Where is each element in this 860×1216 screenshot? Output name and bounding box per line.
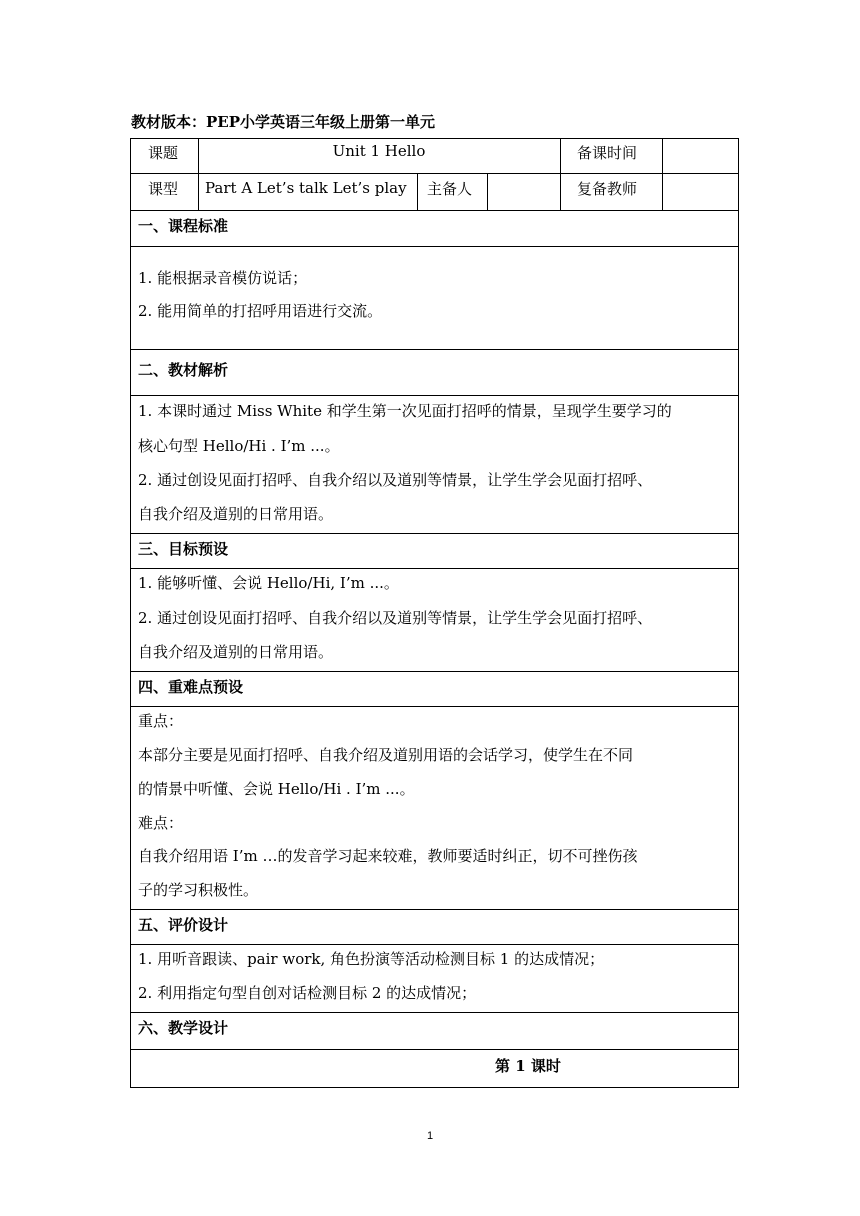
- row-divider: [130, 1012, 739, 1013]
- section-title: 五、评价设计: [138, 916, 229, 934]
- row-divider: [130, 246, 739, 247]
- section-title: 二、教材解析: [138, 361, 229, 379]
- col-divider: [487, 173, 488, 210]
- main-preparer-label: 主备人: [427, 180, 473, 198]
- section-text-line: 自我介绍用语 I’m …的发音学习起来较难，教师要适时纠正，切不可挫伤孩: [138, 847, 638, 865]
- section-text-line: 1. 本课时通过 Miss White 和学生第一次见面打招呼的情景，呈现学生要学习的: [138, 402, 672, 420]
- row-divider: [130, 909, 739, 910]
- section-text-line: 自我介绍及道别的日常用语。: [138, 505, 334, 523]
- row-divider: [130, 706, 739, 707]
- section-title: 三、目标预设: [138, 540, 229, 558]
- row-divider: [130, 533, 739, 534]
- page-number: 1: [426, 1130, 434, 1142]
- type-label: 课型: [148, 180, 179, 198]
- row-divider: [130, 210, 739, 211]
- section-text-line: 重点：: [138, 712, 184, 730]
- section-text-line: 难点：: [138, 814, 184, 832]
- lesson-period-heading: 第 1 课时: [495, 1057, 561, 1075]
- row-divider: [130, 349, 739, 350]
- topic-value: Unit 1 Hello: [332, 142, 426, 160]
- section-text-line: 2. 通过创设见面打招呼、自我介绍以及道别等情景，让学生学会见面打招呼、: [138, 609, 653, 627]
- prep-time-label: 备课时间: [577, 144, 638, 162]
- row-divider: [130, 395, 739, 396]
- section-text-line: 1. 能根据录音模仿说话；: [138, 269, 308, 287]
- section-text-line: 1. 能够听懂、会说 Hello/Hi, I’m ...。: [138, 574, 399, 592]
- section-text-line: 1. 用听音跟读、pair work, 角色扮演等活动检测目标 1 的达成情况；: [138, 950, 605, 968]
- section-text-line: 核心句型 Hello/Hi . I’m ...。: [138, 437, 340, 455]
- section-text-line: 本部分主要是见面打招呼、自我介绍及道别用语的会话学习，使学生在不同: [138, 746, 634, 764]
- row-divider: [130, 1049, 739, 1050]
- section-title: 四、重难点预设: [138, 678, 244, 696]
- topic-label: 课题: [148, 144, 179, 162]
- row-divider: [130, 944, 739, 945]
- section-text-line: 2. 利用指定句型自创对话检测目标 2 的达成情况；: [138, 984, 477, 1002]
- row-divider: [130, 173, 739, 174]
- section-text-line: 自我介绍及道别的日常用语。: [138, 643, 334, 661]
- section-text-line: 2. 能用简单的打招呼用语进行交流。: [138, 302, 383, 320]
- document-header: 教材版本：PEP小学英语三年级上册第一单元: [131, 113, 435, 131]
- type-value: Part A Let’s talk Let’s play: [205, 179, 407, 197]
- review-teacher-label: 复备教师: [577, 180, 638, 198]
- section-title: 六、教学设计: [138, 1019, 229, 1037]
- row-divider: [130, 568, 739, 569]
- section-title: 一、课程标准: [138, 217, 229, 235]
- section-text-line: 的情景中听懂、会说 Hello/Hi . I’m ...。: [138, 780, 415, 798]
- row-divider: [130, 671, 739, 672]
- col-divider: [417, 173, 418, 210]
- section-text-line: 2. 通过创设见面打招呼、自我介绍以及道别等情景，让学生学会见面打招呼、: [138, 471, 653, 489]
- col-divider: [662, 138, 663, 210]
- section-text-line: 子的学习积极性。: [138, 881, 259, 899]
- col-divider: [560, 138, 561, 210]
